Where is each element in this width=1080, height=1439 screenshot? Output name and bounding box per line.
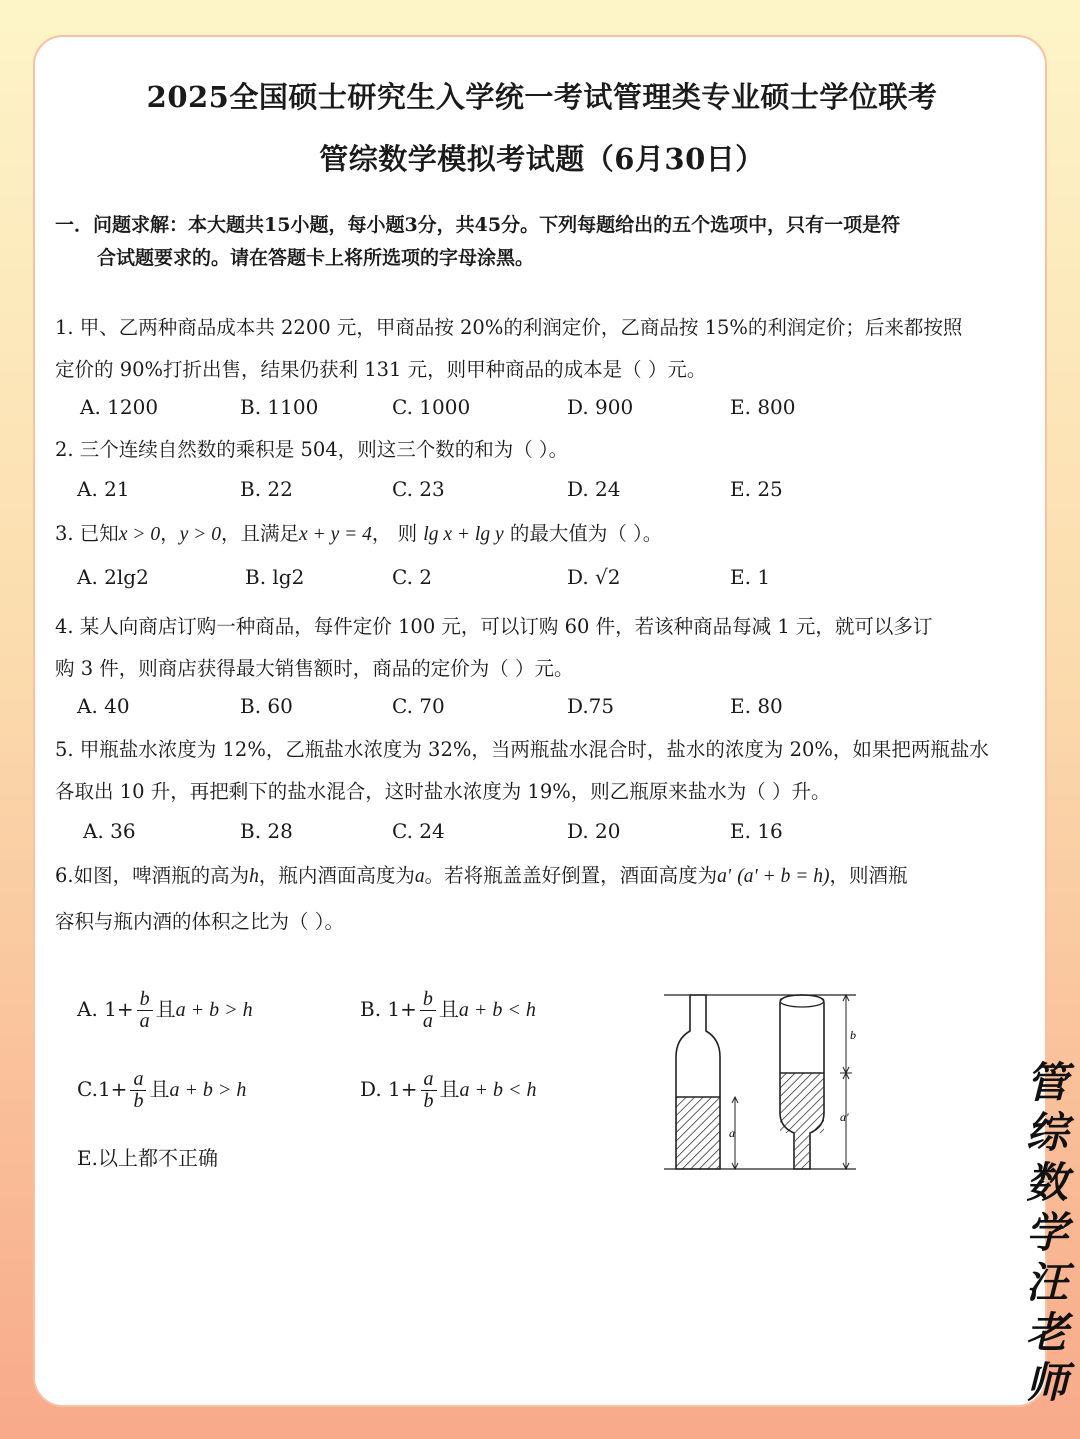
bottle-figure (660, 987, 860, 1177)
q5-option-e[interactable]: E. 16 (730, 819, 783, 843)
q3-mid: ，且满足 (220, 522, 299, 545)
q5-option-a[interactable]: A. 36 (83, 819, 136, 843)
q4-option-b[interactable]: B. 60 (240, 694, 293, 718)
q3-tail: 的最大值为（ ）。 (509, 522, 663, 545)
q6-option-d-one: 1+ (388, 1077, 418, 1101)
q6-option-b[interactable] (360, 989, 536, 1032)
question-6-line1 (55, 860, 908, 888)
q2-option-a[interactable]: A. 21 (77, 477, 130, 501)
q6-option-a-fraction: $\frac{b}{a}$ (137, 989, 153, 1032)
q6-option-c-fraction: $\frac{a}{b}$ (130, 1069, 146, 1112)
page-subtitle: 管综数学模拟考试题（6月30日） (319, 142, 765, 176)
q3-intro: 3. 已知 (55, 522, 119, 545)
q6-option-b-condition: a + b < h (458, 999, 536, 1021)
q6-option-c-one: 1+ (97, 1077, 128, 1101)
q4-option-e[interactable]: E. 80 (730, 694, 783, 718)
q1-option-d[interactable]: D. 900 (567, 395, 634, 419)
q2-option-b[interactable]: B. 22 (240, 477, 293, 501)
q6-option-c-label: C. (77, 1077, 98, 1101)
q3-option-a[interactable]: A. 2lg2 (77, 565, 149, 589)
q3-cond-y: y > 0 (179, 524, 221, 545)
q6-var-a: a (414, 866, 425, 887)
question-3-line1 (55, 518, 662, 546)
q5-option-d[interactable]: D. 20 (567, 819, 621, 843)
q6-option-a[interactable] (77, 989, 253, 1032)
q6-option-c-and: 且 (149, 1077, 170, 1101)
question-5-line1: 5. 甲瓶盐水浓度为 12%，乙瓶盐水浓度为 32%，当两瓶盐水混合时，盐水的浓度为 20%，如果把两瓶盐水 (55, 738, 989, 761)
question-5-line2: 各取出 10 升，再把剩下的盐水混合，这时盐水浓度为 19%，则乙瓶原来盐水为（ ）升。 (55, 780, 831, 803)
q6-option-a-and: 且 (155, 997, 176, 1021)
question-2-line1: 2. 三个连续自然数的乘积是 504，则这三个数的和为（ ）。 (55, 438, 569, 461)
q6-option-a-one: 1+ (104, 997, 134, 1021)
q2-option-d[interactable]: D. 24 (567, 477, 621, 501)
q6-equation: (a' + b = h) (737, 866, 830, 887)
q3-cond-x: x > 0 (118, 524, 161, 545)
q6-option-b-one: 1+ (387, 997, 417, 1021)
q6-option-b-label: B. (360, 997, 382, 1021)
inverted-bottle (780, 995, 856, 1169)
q6-option-a-condition: a + b > h (175, 999, 253, 1021)
q6-text-1: 6.如图，啤酒瓶的高为 (55, 864, 250, 887)
upright-bottle (676, 995, 738, 1169)
q5-option-c[interactable]: C. 24 (392, 819, 445, 843)
section-instructions-line2: 合试题要求的。请在答题卡上将所选项的字母涂黑。 (97, 247, 535, 269)
question-1-line1: 1. 甲、乙两种商品成本共 2200 元，甲商品按 20%的利润定价，乙商品按 15%的利润定价；后来都按照 (55, 316, 963, 339)
question-4-line2: 购 3 件，则商店获得最大销售额时，商品的定价为（ ）元。 (55, 657, 574, 680)
q4-option-c[interactable]: C. 70 (392, 694, 445, 718)
q1-option-a[interactable]: A. 1200 (80, 395, 159, 419)
question-1-line2: 定价的 90%打折出售，结果仍获利 131 元，则甲种商品的成本是（ ）元。 (55, 358, 707, 381)
q3-cond-sum: x + y = 4 (299, 524, 372, 545)
label-b: b (850, 1028, 856, 1042)
author-watermark: 管综数学汪老师 (1020, 1060, 1069, 1410)
q3-expression: lg x + lg y (423, 524, 504, 545)
q4-option-d[interactable]: D.75 (567, 694, 615, 718)
q1-option-c[interactable]: C. 1000 (392, 395, 471, 419)
q6-option-e[interactable]: E.以上都不正确 (77, 1146, 218, 1170)
q5-option-b[interactable]: B. 28 (240, 819, 293, 843)
q6-text-3: 。若将瓶盖盖好倒置，酒面高度为 (424, 864, 718, 887)
q3-option-c[interactable]: C. 2 (392, 565, 433, 589)
q6-option-c-condition: a + b > h (169, 1079, 247, 1101)
label-a: a (729, 1126, 735, 1140)
q3-option-e[interactable]: E. 1 (730, 565, 771, 589)
label-a-prime: a' (840, 1110, 849, 1124)
q6-text-4: ，则酒瓶 (829, 864, 908, 887)
q1-option-e[interactable]: E. 800 (730, 395, 796, 419)
question-6-line2: 容积与瓶内酒的体积之比为（ ）。 (55, 910, 344, 933)
q6-var-h: h (249, 866, 259, 887)
q2-option-c[interactable]: C. 23 (392, 477, 445, 501)
q6-option-b-and: 且 (438, 997, 459, 1021)
q1-option-b[interactable]: B. 1100 (240, 395, 319, 419)
exam-paper (33, 35, 1047, 1407)
q6-option-d[interactable] (360, 1069, 537, 1112)
q6-option-d-condition: a + b < h (459, 1079, 537, 1101)
q3-option-b[interactable]: B. lg2 (245, 565, 305, 589)
q6-var-a-prime: a' (717, 866, 732, 887)
q6-option-d-label: D. (360, 1077, 382, 1101)
section-instructions-line1: 一．问题求解：本大题共15小题，每小题3分，共45分。下列每题给出的五个选项中，只有一项是符 (55, 214, 901, 236)
q6-text-2: ，瓶内酒面高度为 (258, 864, 415, 887)
q4-option-a[interactable]: A. 40 (77, 694, 130, 718)
q6-option-c[interactable] (77, 1069, 246, 1112)
q3-sep: ， (160, 522, 180, 545)
q2-option-e[interactable]: E. 25 (730, 477, 783, 501)
q3-then: ， 则 (371, 522, 418, 545)
q6-option-a-label: A. (77, 997, 98, 1021)
question-4-line1: 4. 某人向商店订购一种商品，每件定价 100 元，可以订购 60 件，若该种商品每减 1 元，就可以多订 (55, 615, 933, 638)
q3-option-d[interactable]: D. √2 (567, 565, 621, 589)
page-title: 2025全国硕士研究生入学统一考试管理类专业硕士学位联考 (146, 80, 938, 114)
q6-option-b-fraction: $\frac{b}{a}$ (420, 989, 436, 1032)
q6-option-d-fraction: $\frac{a}{b}$ (421, 1069, 437, 1112)
q6-option-d-and: 且 (439, 1077, 460, 1101)
